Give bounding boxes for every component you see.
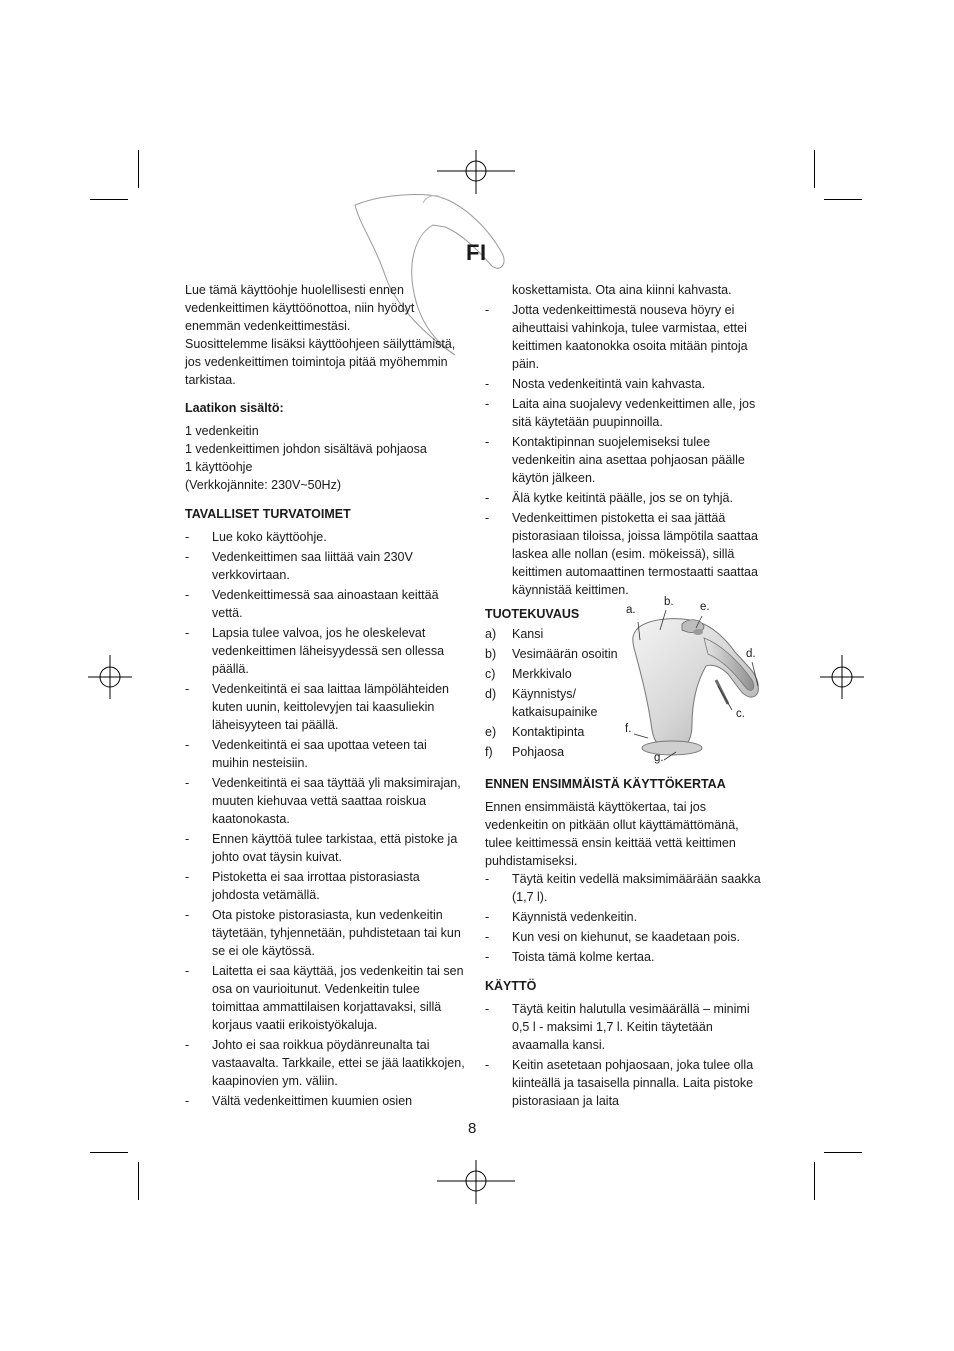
left-column — [185, 281, 467, 1112]
product-description — [485, 605, 625, 763]
description-list — [485, 625, 625, 761]
list-item: - Lue koko käyttöohje. — [185, 530, 327, 544]
list-item: b) Vesimäärän osoitin — [485, 647, 618, 661]
list-item: - Vältä vedenkeittimen kuumien osien — [185, 1094, 413, 1108]
first-use-section — [485, 775, 767, 1112]
crop-mark-bottom-left-v — [138, 1162, 139, 1200]
crop-mark-top-right-v — [814, 150, 815, 188]
list-item: c) Merkkivalo — [485, 667, 572, 681]
list-item: e) Kontaktipinta — [485, 725, 585, 739]
first-use-intro: Ennen ensimmäistä käyttökertaa, tai jos vedenkeitin on pitkään ollut käyttämättömänä, tulee keittimessä ensin keittää vettä keittimen puhdistamiseksi. — [485, 800, 739, 868]
contents-item: 1 käyttöohje — [185, 460, 253, 474]
crop-mark-bottom-right-v — [814, 1162, 815, 1200]
list-item: d) Käynnistys/ katkaisupainike — [485, 687, 598, 719]
right-column — [485, 281, 767, 601]
description-heading: TUOTEKUVAUS — [485, 607, 580, 621]
diagram-label-d: d. — [746, 648, 756, 660]
language-tag: FI — [466, 240, 487, 265]
diagram-label-f: f. — [625, 723, 632, 735]
diagram-label-g: g. — [654, 752, 664, 764]
contents-item: 1 vedenkeittimen johdon sisältävä pohjaosa — [185, 442, 427, 456]
contents-item: (Verkkojännite: 230V~50Hz) — [185, 478, 341, 492]
list-item: - Vedenkeitintä ei saa upottaa veteen tai muihin nesteisiin. — [185, 738, 427, 770]
first-use-heading: ENNEN ENSIMMÄISTÄ KÄYTTÖKERTAA — [485, 777, 726, 791]
list-item: - Pistoketta ei saa irrottaa pistorasiasta johdosta vetämällä. — [185, 870, 420, 902]
usage-heading: KÄYTTÖ — [485, 979, 537, 993]
list-item: - Vedenkeittimessä saa ainoastaan keittää vettä. — [185, 588, 439, 620]
safety-heading: TAVALLISET TURVATOIMET — [185, 507, 351, 521]
list-item: f) Pohjaosa — [485, 745, 565, 759]
diagram-label-c: c. — [736, 708, 745, 720]
first-use-list — [485, 870, 767, 966]
usage-list — [485, 1000, 767, 1110]
list-item: - Vedenkeittimen pistoketta ei saa jättää pistorasiaan tiloissa, joissa lämpötila saattaa laskea alle nollan (esim. mökeissä), sillä keittimen automaattinen termostaatti saattaa käynnistää keittimen. — [485, 511, 758, 597]
list-item: - Lapsia tulee valvoa, jos he oleskelevat vedenkeittimen läheisyydessä sen ollessa päällä. — [185, 626, 445, 676]
list-item: - Nosta vedenkeitintä vain kahvasta. — [485, 377, 706, 391]
list-item: - Älä kytke keitintä päälle, jos se on tyhjä. — [485, 491, 733, 505]
list-item: - Laitetta ei saa käyttää, jos vedenkeitin tai sen osa on vaurioitunut. Vedenkeitin tulee toimittaa ammattilaisen korjattavaksi, sillä korjaus vaatii erikoistyökaluja. — [185, 964, 464, 1032]
safety-list — [185, 528, 467, 1110]
registration-mark-left — [88, 655, 132, 699]
list-item: - Kun vesi on kiehunut, se kaadetaan pois. — [485, 930, 740, 944]
contents-item: 1 vedenkeitin — [185, 424, 259, 438]
safety-list-continued — [485, 301, 767, 599]
contents-heading: Laatikon sisältö: — [185, 401, 284, 415]
list-item: - Toista tämä kolme kertaa. — [485, 950, 655, 964]
registration-mark-bottom — [437, 1160, 515, 1204]
crop-mark-bottom-left-h — [90, 1152, 128, 1153]
list-item: - Laita aina suojalevy vedenkeittimen alle, jos sitä käytetään puupinnoilla. — [485, 397, 756, 429]
list-item: - Käynnistä vedenkeitin. — [485, 910, 638, 924]
diagram-label-e: e. — [700, 601, 710, 613]
kettle-illustration — [620, 600, 770, 770]
list-item: - Kontaktipinnan suojelemiseksi tulee vedenkeitin aina asettaa pohjaosan päälle käytön jälkeen. — [485, 435, 745, 485]
crop-mark-top-left-h — [90, 199, 128, 200]
list-item: - Ota pistoke pistorasiasta, kun vedenkeitin täytetään, tyhjennetään, puhdistetaan tai kun se ei ole käytössä. — [185, 908, 461, 958]
list-item: - Keitin asetetaan pohjaosaan, joka tulee olla kiinteällä ja tasaisella pinnalla. Laita pistoke pistorasiaan ja laita — [485, 1058, 754, 1108]
registration-mark-right — [820, 655, 864, 699]
diagram-label-b: b. — [664, 596, 674, 608]
list-item: - Jotta vedenkeittimestä nouseva höyry ei aiheuttaisi vahinkoja, tulee varmistaa, ettei keittimen kaatonokka osoita mitään pintoja päin. — [485, 303, 748, 371]
crop-mark-top-left-v — [138, 150, 139, 188]
crop-mark-bottom-right-h — [824, 1152, 862, 1153]
crop-mark-top-right-h — [824, 199, 862, 200]
list-item: - Vedenkeittimen saa liittää vain 230V verkkovirtaan. — [185, 550, 413, 582]
page-number: 8 — [468, 1120, 477, 1137]
contents-list — [185, 422, 467, 494]
intro-text: Lue tämä käyttöohje huolellisesti ennen vedenkeittimen käyttöönottoa, niin hyödyt enemmän vedenkeittimestäsi. Suosittelemme lisäksi käyttöohjeen säilyttämistä, jos vedenkeittimen toimintoja pitää myöhemmin tarkistaa. — [185, 283, 456, 387]
list-item: - Vedenkeitintä ei saa laittaa lämpölähteiden kuten uunin, keittolevyjen tai kaasuliekin läheisyyteen tai päällä. — [185, 682, 449, 732]
list-item: - Täytä keitin vedellä maksimimäärään saakka (1,7 l). — [485, 872, 761, 904]
list-item: - Täytä keitin halutulla vesimäärällä – minimi 0,5 l - maksimi 1,7 l. Keitin täytetään avaamalla kansi. — [485, 1002, 750, 1052]
list-item: a) Kansi — [485, 627, 544, 641]
diagram-label-a: a. — [626, 604, 636, 616]
list-item: - Ennen käyttöä tulee tarkistaa, että pistoke ja johto ovat täysin kuivat. — [185, 832, 458, 864]
list-item: - Johto ei saa roikkua pöydänreunalta tai vastaavalta. Tarkkaile, ettei se jää laatikkojen, kaapinovien ym. väliin. — [185, 1038, 465, 1088]
list-item: - Vedenkeitintä ei saa täyttää yli maksimirajan, muuten kiehuvaa vettä saattaa roiskua kaatonokasta. — [185, 776, 461, 826]
continued-text: koskettamista. Ota aina kiinni kahvasta. — [512, 283, 732, 297]
